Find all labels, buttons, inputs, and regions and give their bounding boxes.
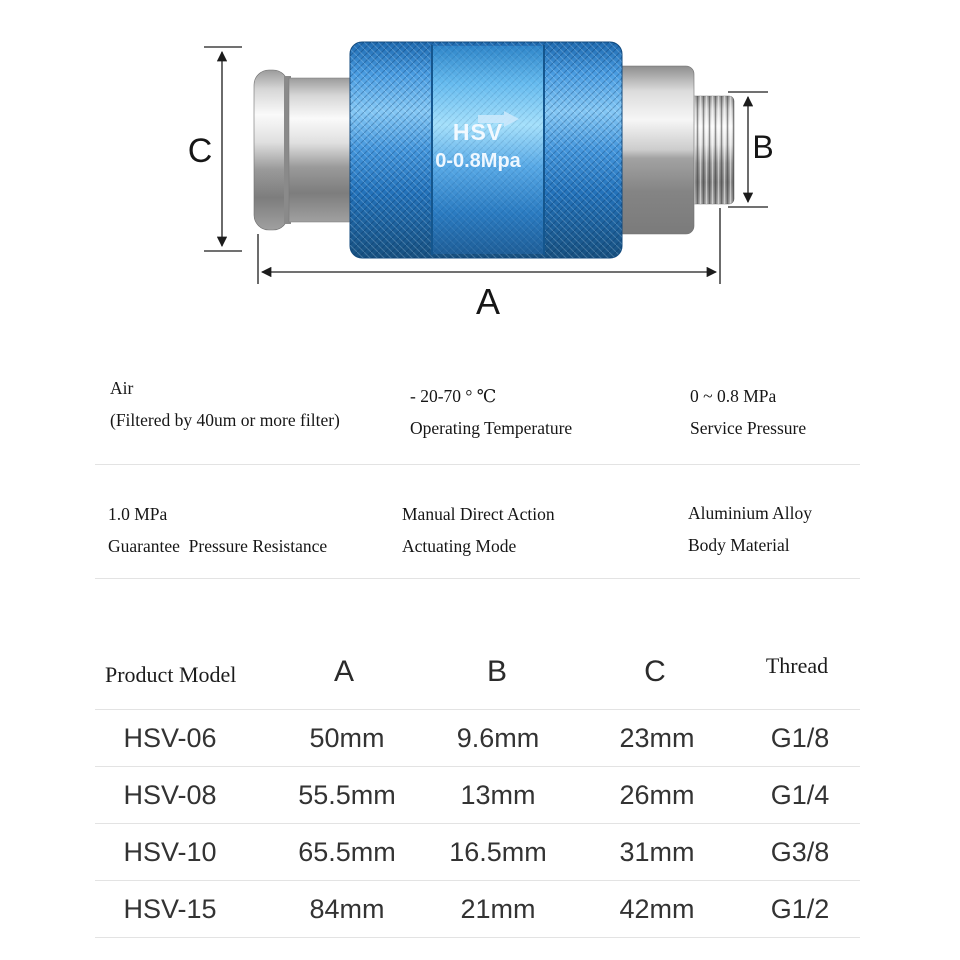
- cell-thread-r3: G3/8: [770, 837, 830, 867]
- cell-model-r3: HSV-10: [123, 837, 217, 867]
- cell-thread-r4: G1/2: [770, 894, 830, 924]
- cell-c-r2: 26mm: [619, 780, 695, 810]
- col-header-a: A: [333, 655, 355, 688]
- spec-body-material: [688, 497, 812, 561]
- cell-model-r1: HSV-06: [123, 723, 217, 753]
- divider: [95, 464, 860, 465]
- col-header-model: Product Model: [105, 662, 237, 687]
- spec-label: (Filtered by 40um or more filter): [110, 410, 340, 430]
- product-label-model: HSV: [452, 119, 504, 145]
- valve-illustration: [254, 42, 734, 258]
- spec-label: Body Material: [688, 535, 790, 555]
- spec-value: - 20-70 ° ℃: [410, 386, 497, 406]
- cell-a-r3: 65.5mm: [298, 837, 396, 867]
- cell-model-r2: HSV-08: [123, 780, 217, 810]
- cell-thread-r2: G1/4: [770, 780, 830, 810]
- cell-a-r4: 84mm: [309, 894, 385, 924]
- product-label-pressure: 0-0.8Mpa: [435, 150, 521, 172]
- dimension-b: [728, 92, 774, 207]
- divider: [95, 937, 860, 938]
- dim-c-label: C: [187, 132, 213, 170]
- valve-dimension-diagram: [0, 0, 960, 345]
- cell-c-r1: 23mm: [619, 723, 695, 753]
- spec-value: Aluminium Alloy: [688, 503, 812, 523]
- cell-model-r4: HSV-15: [123, 894, 217, 924]
- spec-actuating-mode: [402, 498, 555, 562]
- dimension-c: [188, 47, 242, 251]
- cell-a-r2: 55.5mm: [298, 780, 396, 810]
- spec-value: Air: [110, 378, 134, 398]
- cell-b-r4: 21mm: [460, 894, 536, 924]
- dim-a-label: A: [475, 281, 501, 322]
- divider: [95, 823, 860, 824]
- hex-nut: [612, 66, 694, 234]
- spec-value: Manual Direct Action: [402, 504, 555, 524]
- col-header-c: C: [644, 655, 666, 688]
- blue-valve-body: [350, 42, 622, 258]
- col-header-thread: Thread: [765, 653, 829, 678]
- spec-value: 1.0 MPa: [108, 504, 168, 524]
- divider: [95, 578, 860, 579]
- spec-value: 0 ~ 0.8 MPa: [690, 386, 777, 406]
- spec-service-pressure: [690, 380, 806, 444]
- cell-c-r3: 31mm: [619, 837, 695, 867]
- spec-pressure-resistance: [108, 498, 327, 562]
- cell-a-r1: 50mm: [309, 723, 385, 753]
- spec-medium: [110, 372, 340, 436]
- cell-b-r3: 16.5mm: [449, 837, 547, 867]
- spec-label: Guarantee Pressure Resistance: [108, 536, 328, 556]
- divider: [95, 709, 860, 710]
- spec-label: Operating Temperature: [410, 418, 573, 438]
- cell-b-r2: 13mm: [460, 780, 536, 810]
- threaded-stud: [690, 96, 734, 204]
- spec-operating-temperature: [410, 380, 572, 444]
- spec-label: Service Pressure: [690, 418, 807, 438]
- divider: [95, 880, 860, 881]
- cell-c-r4: 42mm: [619, 894, 695, 924]
- dim-b-label: B: [752, 129, 774, 165]
- col-header-b: B: [486, 655, 508, 688]
- cell-b-r1: 9.6mm: [456, 723, 540, 753]
- spec-label: Actuating Mode: [402, 536, 517, 556]
- cell-thread-r1: G1/8: [770, 723, 830, 753]
- divider: [95, 766, 860, 767]
